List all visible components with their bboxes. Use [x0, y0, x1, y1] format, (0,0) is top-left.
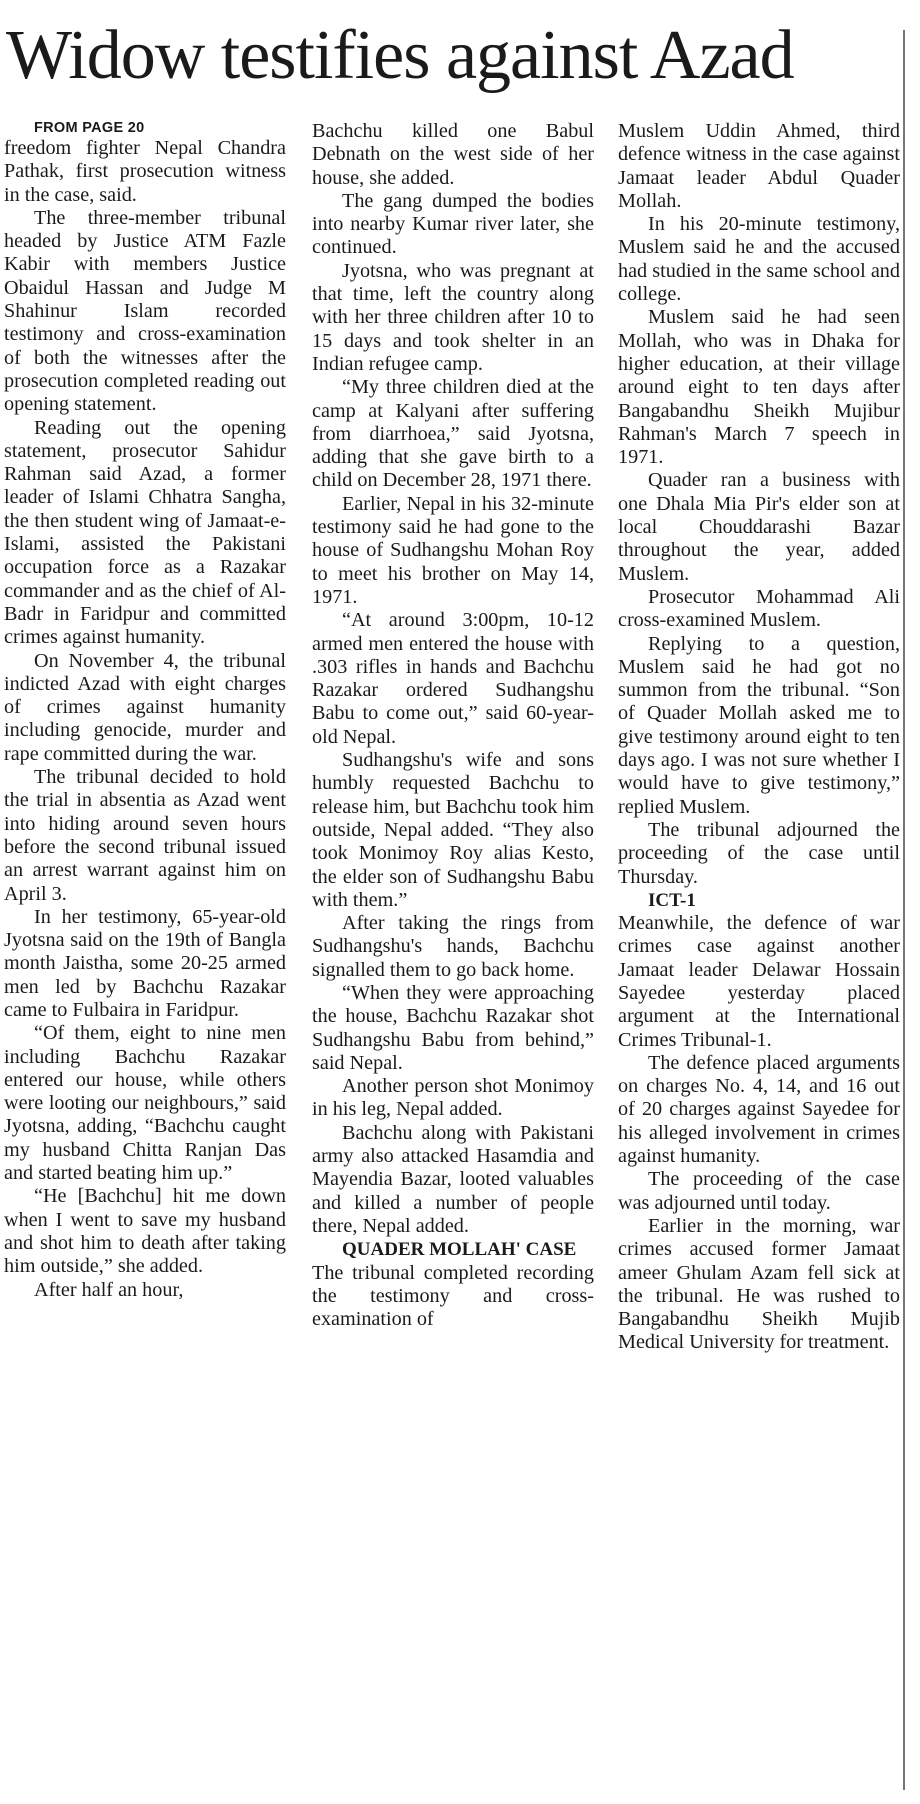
- article-column-1: [4, 120, 286, 1302]
- paragraph: Another person shot Monimoy in his leg, Nepal added.: [312, 1075, 594, 1121]
- paragraph: “Of them, eight to nine men including Bachchu Razakar entered our house, while others were looting our neighbours,” said Jyotsna, adding, “Bachchu caught my husband Chitta Ranjan Das and started beating him up.”: [4, 1022, 286, 1185]
- paragraph: Bachchu killed one Babul Debnath on the west side of her house, she added.: [312, 120, 594, 189]
- headline: Widow testifies against Azad: [6, 17, 794, 94]
- column-rule: [903, 30, 905, 1790]
- paragraph: Prosecutor Mohammad Ali cross-examined Muslem.: [618, 585, 900, 632]
- kicker: FROM PAGE 20: [34, 120, 145, 136]
- paragraph: Jyotsna, who was pregnant at that time, left the country along with her three children after 10 to 15 days and took shelter in an Indian refugee camp.: [312, 259, 594, 375]
- paragraph: The three-member tribunal headed by Justice ATM Fazle Kabir with members Justice Obaidul Hassan and Judge M Shahinur Islam recorded testimony and cross-examination of both the witnesses after the prosecution completed reading out opening statement.: [4, 206, 286, 416]
- paragraph: Muslem said he had seen Mollah, who was in Dhaka for higher education, at their village around eight to ten days after Bangabandhu Sheikh Mujibur Rahman's March 7 speech in 1971.: [618, 306, 900, 469]
- paragraph: The tribunal adjourned the proceeding of the case until Thursday.: [618, 818, 900, 888]
- subhead-quader-mollah-case: QUADER MOLLAH' CASE: [342, 1239, 577, 1261]
- paragraph: Meanwhile, the defence of war crimes case against another Jamaat leader Delawar Hossain Sayedee yesterday placed argument at the International Crimes Tribunal-1.: [618, 912, 900, 1051]
- paragraph: In his 20-minute testimony, Muslem said he and the accused had studied in the same school and college.: [618, 213, 900, 306]
- paragraph: Quader ran a business with one Dhala Mia Pir's elder son at local Chouddarashi Bazar throughout the year, added Muslem.: [618, 469, 900, 585]
- paragraph: Muslem Uddin Ahmed, third defence witness in the case against Jamaat leader Abdul Quader Mollah.: [618, 120, 900, 212]
- paragraph: Reading out the opening statement, prosecutor Sahidur Rahman said Azad, a former leader of Islami Chhatra Sangha, the then student wing of Jamaat-e-Islami, assisted the Pakistani occupation force as a Razakar commander and as the chief of Al-Badr in Faridpur and committed crimes against humanity.: [4, 416, 286, 649]
- paragraph: After taking the rings from Sudhangshu's hands, Bachchu signalled them to go back home.: [312, 912, 594, 981]
- paragraph: Bachchu along with Pakistani army also attacked Hasamdia and Mayendia Bazar, looted valuables and killed a number of people there, Nepal added.: [312, 1121, 594, 1237]
- paragraph: Sudhangshu's wife and sons humbly requested Bachchu to release him, but Bachchu took him outside, Nepal added. “They also took Monimoy Roy alias Kesto, the elder son of Sudhangshu Babu with them.”: [312, 749, 594, 911]
- paragraph: The proceeding of the case was adjourned until today.: [618, 1168, 900, 1214]
- subhead-ict-1: ICT-1: [648, 889, 696, 911]
- paragraph: “My three children died at the camp at Kalyani after suffering from diarrhoea,” said Jyotsna, adding that she gave birth to a child on December 28, 1971 there.: [312, 376, 594, 492]
- paragraph: “When they were approaching the house, Bachchu Razakar shot Sudhangshu Babu from behind,” said Nepal.: [312, 981, 594, 1074]
- paragraph: “At around 3:00pm, 10-12 armed men entered the house with .303 rifles in hands and Bachchu Razakar ordered Sudhangshu Babu to come out,” said 60-year-old Nepal.: [312, 609, 594, 748]
- article-column-3: [618, 120, 900, 1355]
- paragraph: Earlier, Nepal in his 32-minute testimony said he had gone to the house of Sudhangshu Mohan Roy to meet his brother on May 14, 1971.: [312, 492, 594, 608]
- paragraph: After half an hour,: [34, 1278, 184, 1301]
- paragraph: In her testimony, 65-year-old Jyotsna said on the 19th of Bangla month Jaistha, some 20-25 armed men led by Bachchu Razakar came to Fulbaira in Faridpur.: [4, 905, 286, 1021]
- paragraph: The defence placed arguments on charges No. 4, 14, and 16 out of 20 charges against Sayedee for his alleged involvement in crimes against humanity.: [618, 1051, 900, 1168]
- paragraph: freedom fighter Nepal Chandra Pathak, first prosecution witness in the case, said.: [4, 137, 286, 206]
- article-column-2: [312, 120, 594, 1331]
- paragraph: The gang dumped the bodies into nearby Kumar river later, she continued.: [312, 189, 594, 259]
- paragraph: The tribunal decided to hold the trial in absentia as Azad went into hiding around seven hours before the second tribunal issued an arrest warrant against him on April 3.: [4, 766, 286, 905]
- paragraph: The tribunal completed recording the testimony and cross-examination of: [312, 1261, 594, 1331]
- paragraph: Replying to a question, Muslem said he had got no summon from the tribunal. “Son of Quader Mollah asked me to give testimony around eight to ten days ago. I was not sure whether I would have to give testimony,” replied Muslem.: [618, 632, 900, 818]
- paragraph: “He [Bachchu] hit me down when I went to save my husband and shot him to death after taking him outside,” she added.: [4, 1185, 286, 1278]
- paragraph: On November 4, the tribunal indicted Azad with eight charges of crimes against humanity including genocide, murder and rape committed during the war.: [4, 649, 286, 765]
- paragraph: Earlier in the morning, war crimes accused former Jamaat ameer Ghulam Azam fell sick at the tribunal. He was rushed to Bangabandhu Sheikh Mujib Medical University for treatment.: [618, 1214, 900, 1354]
